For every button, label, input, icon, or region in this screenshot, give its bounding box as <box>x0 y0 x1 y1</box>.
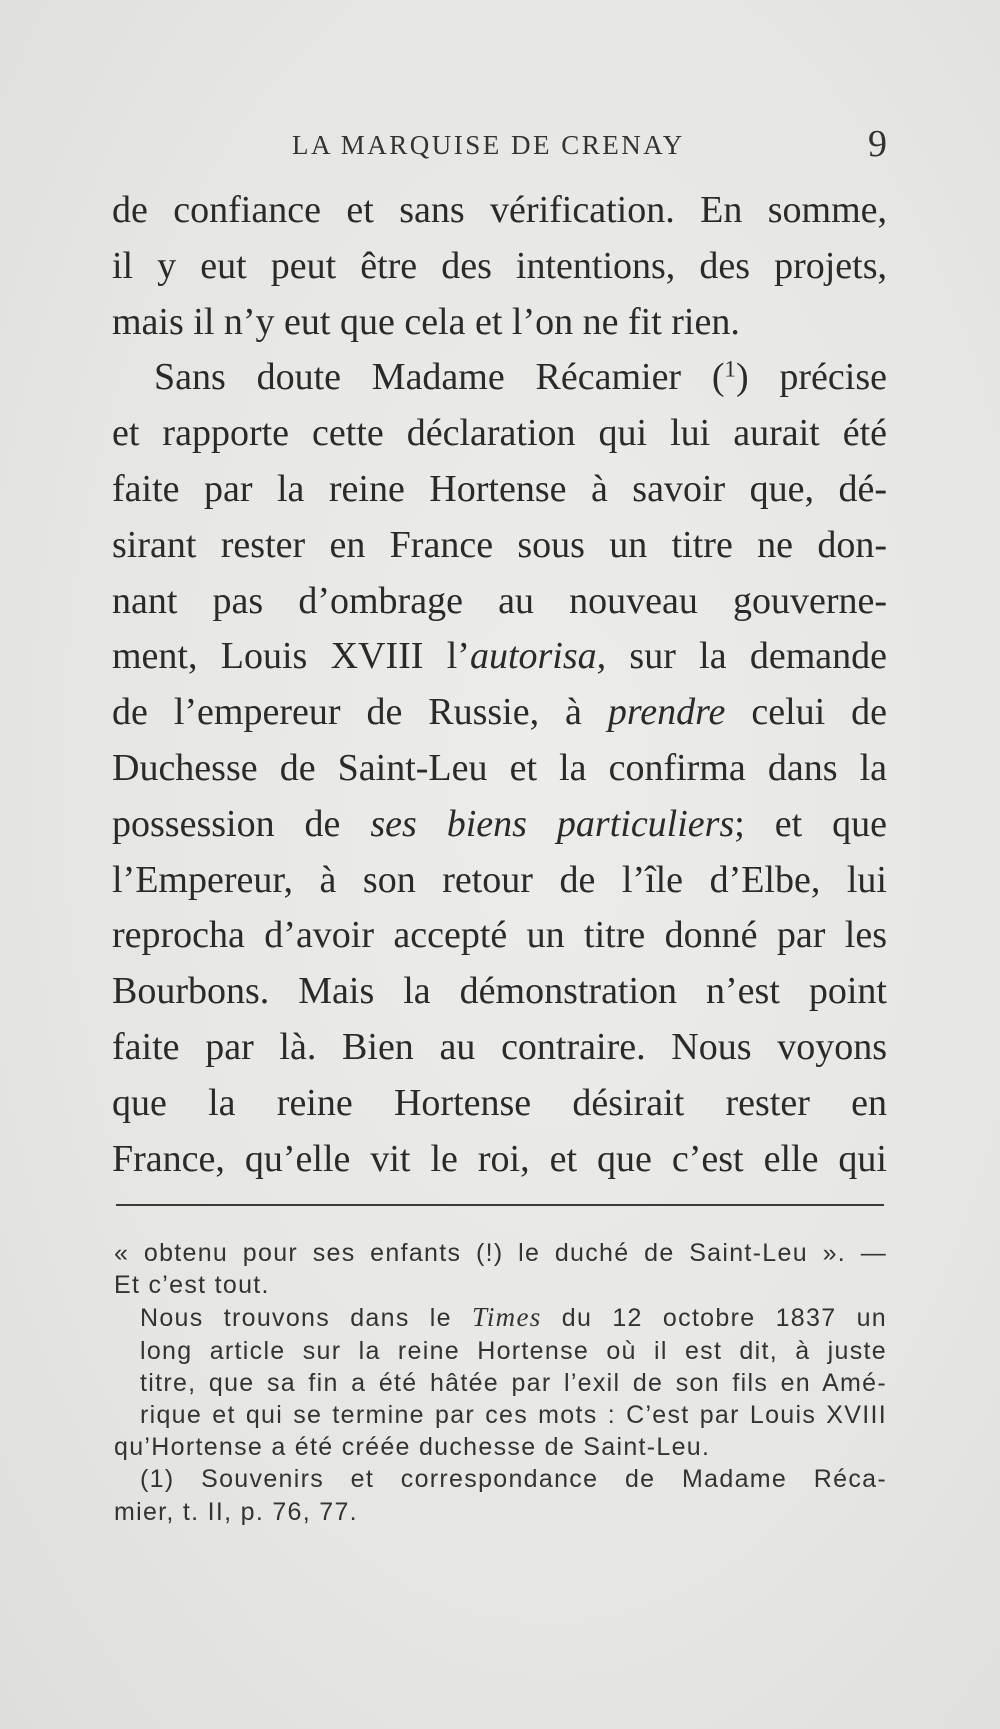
italic-autorisa: autorisa, <box>469 635 607 678</box>
text-fragment: de l’empereur de Russie, à <box>112 691 582 734</box>
footnote-1 <box>114 1463 887 1495</box>
footnote-line-with-italic <box>114 1301 887 1334</box>
text-fragment: ) précise <box>735 356 887 399</box>
footnote-separator <box>116 1204 884 1206</box>
text-fragment: celui de <box>751 691 888 734</box>
italic-times: Times <box>472 1302 542 1333</box>
footnote-line: « obtenu pour ses enfants (!) le duché de Saint-Leu ». — <box>114 1239 887 1267</box>
italic-prendre: prendre <box>607 691 726 734</box>
paragraph-1-end <box>112 295 887 351</box>
footnote-line: qu’Hortense a été créée duchesse de Saint-Leu. <box>114 1433 711 1462</box>
text-line: que la reine Hortense désirait rester en <box>112 1081 887 1124</box>
text-line: nant pas d’ombrage au nouveau gouverne- <box>112 579 887 622</box>
text-fragment: ment, Louis XVIII l’ <box>112 635 470 678</box>
footnote-continuation-end <box>114 1269 887 1301</box>
text-line: de confiance et sans vérification. En somme, <box>112 189 887 231</box>
text-fragment: ; et que <box>734 802 887 845</box>
footnote-continuation <box>114 1237 887 1269</box>
text-fragment: du 12 octobre 1837 un <box>561 1304 888 1333</box>
text-line: mais il n’y eut que cela et l’on ne fit rien. <box>112 300 740 343</box>
footnotes <box>114 1237 887 1528</box>
italic-biens-particuliers: ses biens particuliers <box>370 802 735 845</box>
paragraph-2-cont <box>112 406 887 1187</box>
text-fragment: Sans doute Madame Récamier <box>154 356 682 399</box>
text-line: faite par la reine Hortense à savoir que, dé- <box>112 467 887 510</box>
footnote-ref-open: ( <box>711 356 725 399</box>
running-title: LA MARQUISE DE CRENAY <box>292 130 685 160</box>
footnote-line: long article sur la reine Hortense où il est dit, à juste <box>140 1336 887 1365</box>
text-line-with-italic <box>112 685 887 741</box>
text-line: France, qu’elle vit le roi, et que c’est elle qui <box>112 1137 887 1180</box>
text-line: il y eut peut être des intentions, des projets, <box>112 244 887 287</box>
page-header <box>112 122 887 172</box>
footnote-line: (1) Souvenirs et correspondance de Madame Réca- <box>140 1465 887 1494</box>
paragraph-1 <box>112 183 887 295</box>
main-text <box>112 183 887 1187</box>
text-line: Duchesse de Saint-Leu et la confirma dans la <box>112 746 887 789</box>
text-line: faite par là. Bien au contraire. Nous voyons <box>112 1025 887 1068</box>
paragraph-2 <box>112 350 887 406</box>
text-line: Bourbons. Mais la démonstration n’est point <box>112 970 887 1013</box>
text-fragment: possession de <box>112 802 341 845</box>
footnote-times-paragraph <box>114 1301 887 1431</box>
text-line: l’Empereur, à son retour de l’île d’Elbe, lui <box>112 858 887 901</box>
footnote-times-end <box>114 1431 887 1463</box>
footnote-line: Et c’est tout. <box>114 1271 270 1300</box>
text-line: reprocha d’avoir accepté un titre donné par les <box>112 914 887 957</box>
text-line: sirant rester en France sous un titre ne don- <box>112 523 887 566</box>
text-line-with-italic <box>112 797 887 853</box>
footnote-1-end <box>114 1496 887 1528</box>
text-line-with-italic <box>112 629 887 685</box>
footnote-line: rique et qui se termine par ces mots : C’est par Louis XVIII <box>140 1401 887 1430</box>
text-fragment: sur la demande <box>629 635 887 678</box>
footnote-line: mier, t. II, p. 76, 77. <box>114 1497 358 1526</box>
text-fragment: Nous trouvons dans le <box>140 1304 452 1333</box>
footnote-ref-number: 1 <box>724 356 736 382</box>
footnote-line: titre, que sa fin a été hâtée par l’exil de son fils en Amé- <box>140 1368 887 1397</box>
page-number: 9 <box>868 123 887 165</box>
text-line: et rapporte cette déclaration qui lui aurait été <box>112 412 887 455</box>
